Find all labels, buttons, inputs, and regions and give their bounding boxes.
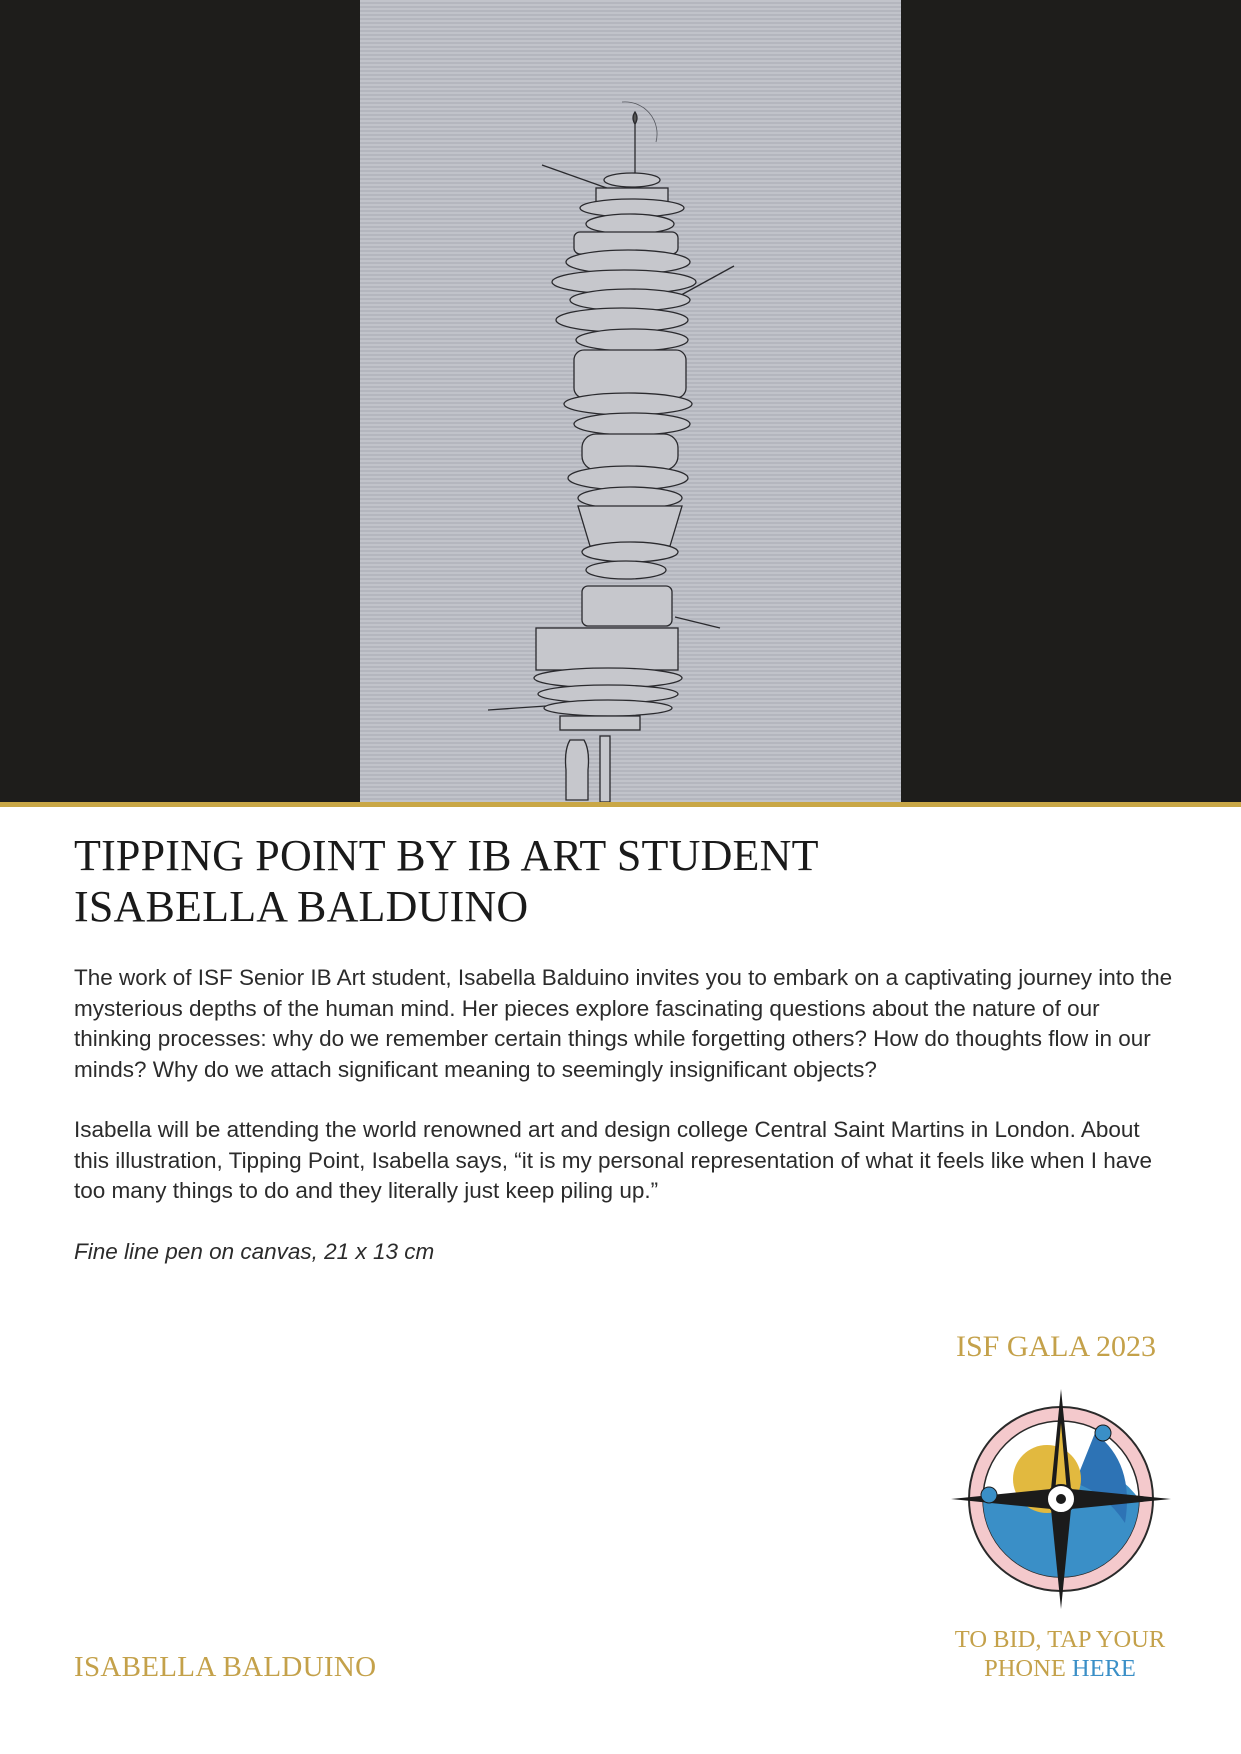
isf-compass-emblem-icon bbox=[945, 1383, 1177, 1615]
hero-banner bbox=[0, 0, 1241, 802]
description-paragraph-1: The work of ISF Senior IB Art student, Isabella Balduino invites you to embark on a captivating journey into the mysterious depths of the human mind. Her pieces explore fascinating questions about the nature of our thinking processes: why do we remember certain things while forgetting others? How do thoughts flow in our minds? Why do we attach significant meaning to seemingly insignificant objects? bbox=[74, 965, 1173, 1082]
gold-divider bbox=[0, 802, 1241, 807]
bid-line-2 bbox=[930, 1654, 1190, 1683]
title-line-2: ISABELLA BALDUINO bbox=[74, 882, 529, 931]
artwork-medium: Fine line pen on canvas, 21 x 13 cm bbox=[74, 1238, 435, 1264]
title-line-1: TIPPING POINT BY IB ART STUDENT bbox=[74, 831, 819, 880]
event-name: ISF GALA 2023 bbox=[955, 1330, 1157, 1363]
page-title bbox=[74, 830, 1074, 932]
tipping-point-drawing bbox=[360, 0, 901, 802]
artwork-image bbox=[360, 0, 901, 802]
bid-line-2-prefix: PHONE bbox=[984, 1655, 1066, 1682]
artist-name: ISABELLA BALDUINO bbox=[74, 1651, 377, 1683]
bid-line-1: TO BID, TAP YOUR bbox=[954, 1626, 1166, 1653]
description-paragraph-2: Isabella will be attending the world renowned art and design college Central Saint Martins in London. About this illustration, Tipping Point, Isabella says, “it is my personal representation of what it feels like when I have too many things to do and they literally just keep piling up.” bbox=[74, 1117, 1153, 1203]
artwork-description bbox=[74, 963, 1174, 1297]
bid-here-link[interactable]: HERE bbox=[1071, 1655, 1136, 1682]
bid-instructions[interactable] bbox=[930, 1625, 1190, 1683]
